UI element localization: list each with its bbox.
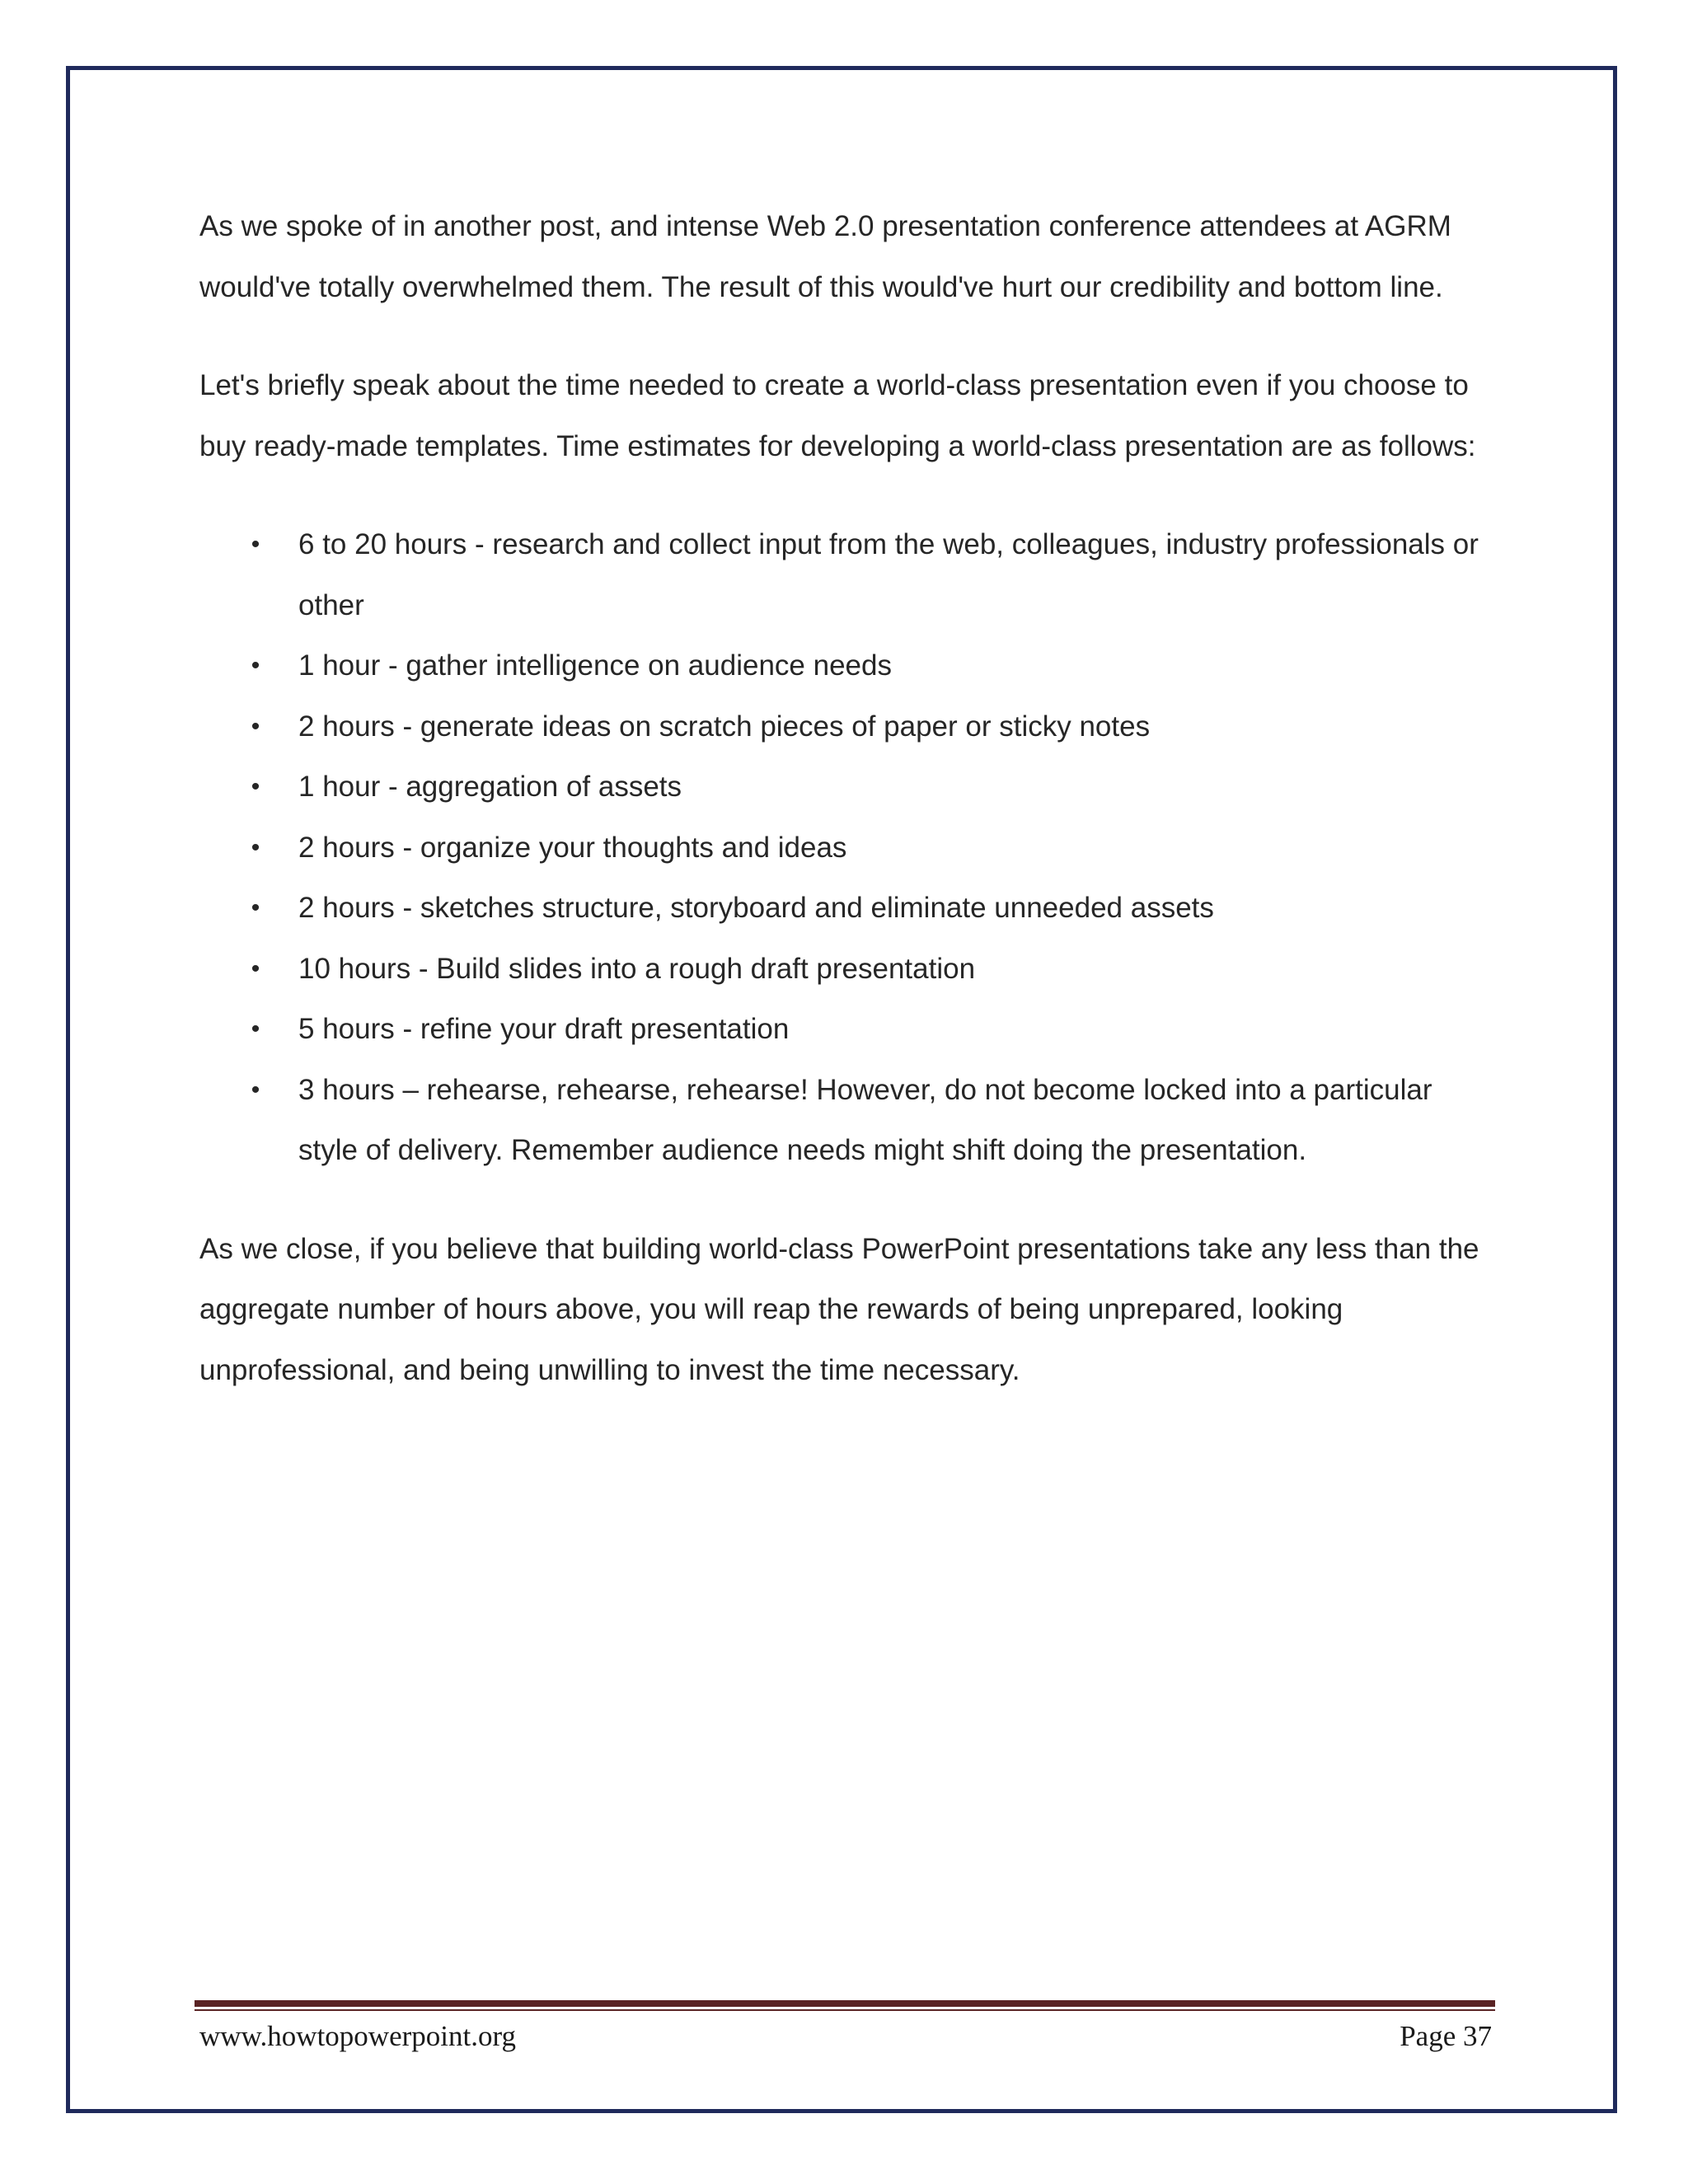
bullet-icon: • xyxy=(251,1076,260,1104)
list-item-text: 2 hours - organize your thoughts and ideas xyxy=(298,831,847,864)
footer-divider-thick-line xyxy=(195,2000,1495,2007)
list-item-text: 10 hours - Build slides into a rough draft presentation xyxy=(298,952,976,985)
list-item xyxy=(199,999,1493,1060)
list-item-text: 3 hours – rehearse, rehearse, rehearse! However, do not become locked into a particular style of delivery. Remember audience needs might shift doing the presentation. xyxy=(298,1073,1432,1166)
page-footer xyxy=(199,2016,1492,2057)
list-item xyxy=(199,878,1493,939)
list-item-text: 6 to 20 hours - research and collect input from the web, colleagues, industry professionals or other xyxy=(298,528,1479,621)
time-estimates-list xyxy=(199,514,1493,1181)
list-item xyxy=(199,635,1493,696)
list-item xyxy=(199,696,1493,757)
bullet-icon: • xyxy=(251,773,260,800)
bullet-icon: • xyxy=(251,531,260,558)
list-item-text: 5 hours - refine your draft presentation xyxy=(298,1013,790,1045)
list-item-text: 1 hour - aggregation of assets xyxy=(298,771,682,803)
list-item xyxy=(199,514,1493,635)
page-number: Page 37 xyxy=(1400,2020,1492,2052)
paragraph-closing: As we close, if you believe that building world-class PowerPoint presentations take any less than the aggregate number of hours above, you will reap the rewards of being unprepared, looking unprofessional, and being unwilling to invest the time necessary. xyxy=(199,1232,1479,1386)
list-item xyxy=(199,1060,1493,1181)
footer-divider-thin-line xyxy=(195,2009,1495,2011)
bullet-icon: • xyxy=(251,1015,260,1043)
list-item xyxy=(199,939,1493,1000)
list-item xyxy=(199,818,1493,879)
paragraph-time-estimates-intro: Let's briefly speak about the time needed to create a world-class presentation even if you choose to buy ready-made templates. Time estimates for developing a world-class presentation are as follows: xyxy=(199,369,1476,462)
bullet-icon: • xyxy=(251,712,260,740)
bullet-icon: • xyxy=(251,652,260,679)
bullet-icon: • xyxy=(251,894,260,921)
list-item xyxy=(199,757,1493,818)
bullet-icon: • xyxy=(251,954,260,982)
paragraph-agrm: As we spoke of in another post, and intense Web 2.0 presentation conference attendees at AGRM would've totally overwhelmed them. The result of this would've hurt our credibility and bottom line. xyxy=(199,210,1451,303)
list-item-text: 2 hours - generate ideas on scratch pieces of paper or sticky notes xyxy=(298,710,1151,743)
bullet-icon: • xyxy=(251,833,260,861)
footer-divider xyxy=(195,2000,1495,2012)
list-item-text: 2 hours - sketches structure, storyboard and eliminate unneeded assets xyxy=(298,892,1214,924)
footer-website: www.howtopowerpoint.org xyxy=(199,2020,516,2052)
list-item-text: 1 hour - gather intelligence on audience needs xyxy=(298,649,892,682)
document-body xyxy=(199,196,1493,1438)
